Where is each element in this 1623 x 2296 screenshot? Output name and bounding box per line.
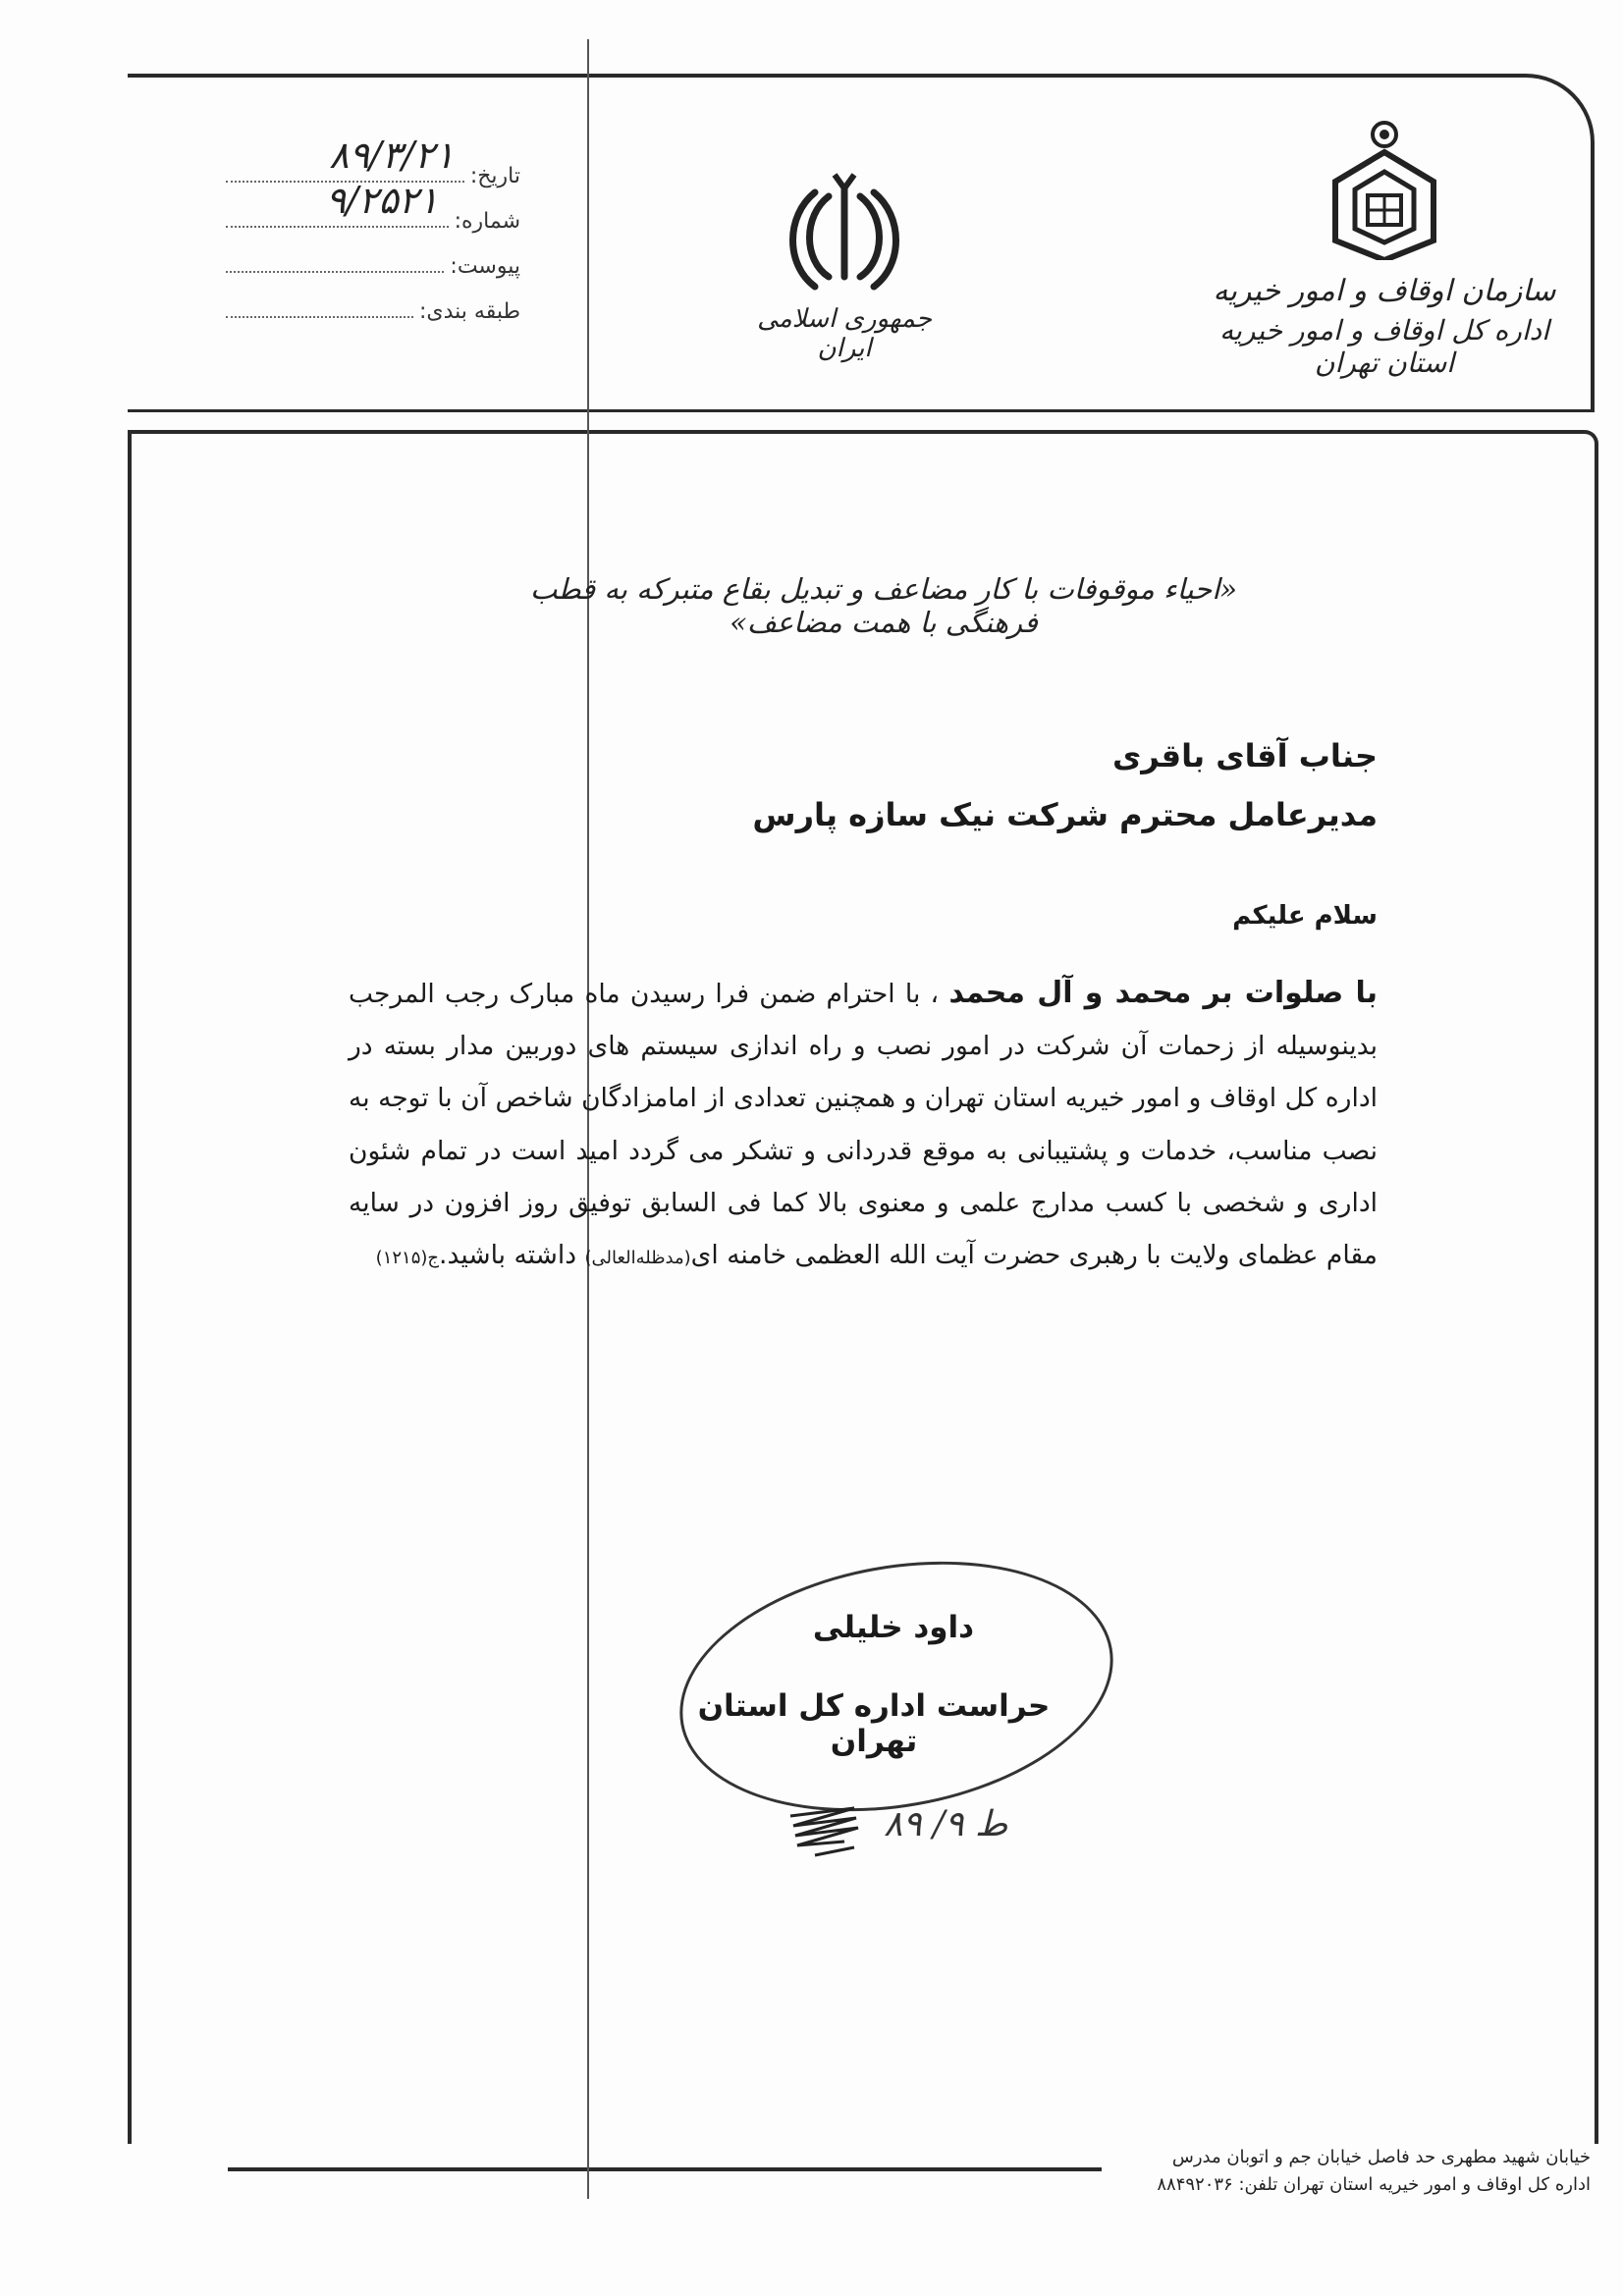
addressee bbox=[752, 726, 1378, 844]
iran-emblem bbox=[746, 167, 943, 363]
org-name: سازمان اوقاف و امور خیریه bbox=[1213, 274, 1556, 308]
date-label: تاریخ: bbox=[469, 164, 520, 188]
number-row bbox=[226, 179, 520, 249]
greeting: سلام علیکم bbox=[1232, 901, 1378, 931]
classification-row bbox=[226, 294, 520, 340]
footer-office-phone: اداره کل اوقاف و امور خیریه استان تهران تلفن: ۸۸۴۹۲۰۳۶ bbox=[1157, 2174, 1591, 2195]
footer-street: خیابان شهید مطهری حد فاصل خیابان جم و اتوبان مدرس bbox=[1171, 2147, 1591, 2167]
classification-label: طبقه بندی: bbox=[418, 299, 520, 324]
handwritten-note: ط ۹/ ۸۹ bbox=[884, 1804, 1008, 1844]
slogan: «احیاء موقوفات با کار مضاعف و تبدیل بقاع متبرکه به قطب فرهنگی با همت مضاعف» bbox=[530, 572, 1237, 639]
body-lead: با صلوات بر محمد و آل محمد bbox=[948, 976, 1378, 1010]
body-reference: ج(۱۲۱۵) bbox=[375, 1248, 440, 1269]
number-label: شماره: bbox=[454, 209, 520, 234]
iran-emblem-icon bbox=[785, 167, 903, 294]
attachment-label: پیوست: bbox=[450, 254, 520, 279]
body-parenthetical: (مدظله‌العالی) bbox=[584, 1248, 691, 1269]
letter-body bbox=[349, 967, 1378, 1284]
signer-name: داود خلیلی bbox=[812, 1610, 975, 1645]
footer-address bbox=[1100, 2144, 1591, 2199]
letter-meta bbox=[226, 133, 520, 340]
addressee-title: مدیرعامل محترم شرکت نیک سازه پارس bbox=[752, 796, 1378, 833]
number-value: ۹/۲۵۲۱ bbox=[325, 179, 439, 222]
attachment-row bbox=[226, 249, 520, 294]
body-closing: داشته باشید. bbox=[439, 1240, 577, 1271]
organization-logo bbox=[1208, 113, 1561, 379]
signature-scribble-icon bbox=[785, 1796, 864, 1865]
endowment-org-logo-icon bbox=[1321, 113, 1448, 260]
body-text: ، با احترام ضمن فرا رسیدن ماه مبارک رجب المرجب بدینوسیله از زحمات آن شرکت در امور نصب و راه اندازی سیستم های دوربین مدار بسته در اداره کل اوقاف و امور خیریه استان تهران و همچنین تعدادی از امامزادگان شاخص آن با توجه به نصب مناسب، خدمات و پشتیبانی به موقع قدردانی و تشکر می گردد امید است در تمام شئون اداری و شخصی با کسب مدارج علمی و معنوی بالا کما فی السابق توفیق روز افزون در سایه مقام عظمای ولایت با رهبری حضرت آیت الله العظمی خامنه ای bbox=[349, 979, 1378, 1271]
emblem-caption: جمهوری اسلامی ایران bbox=[757, 304, 932, 363]
footer-rule bbox=[228, 2167, 1102, 2171]
org-department: اداره کل اوقاف و امور خیریه استان تهران bbox=[1219, 314, 1549, 379]
addressee-name: جناب آقای باقری bbox=[1111, 737, 1378, 774]
body-frame bbox=[128, 430, 1598, 2144]
signer-title: حراست اداره کل استان تهران bbox=[697, 1688, 1051, 1759]
date-value: ۸۹/۳/۲۱ bbox=[329, 133, 455, 177]
